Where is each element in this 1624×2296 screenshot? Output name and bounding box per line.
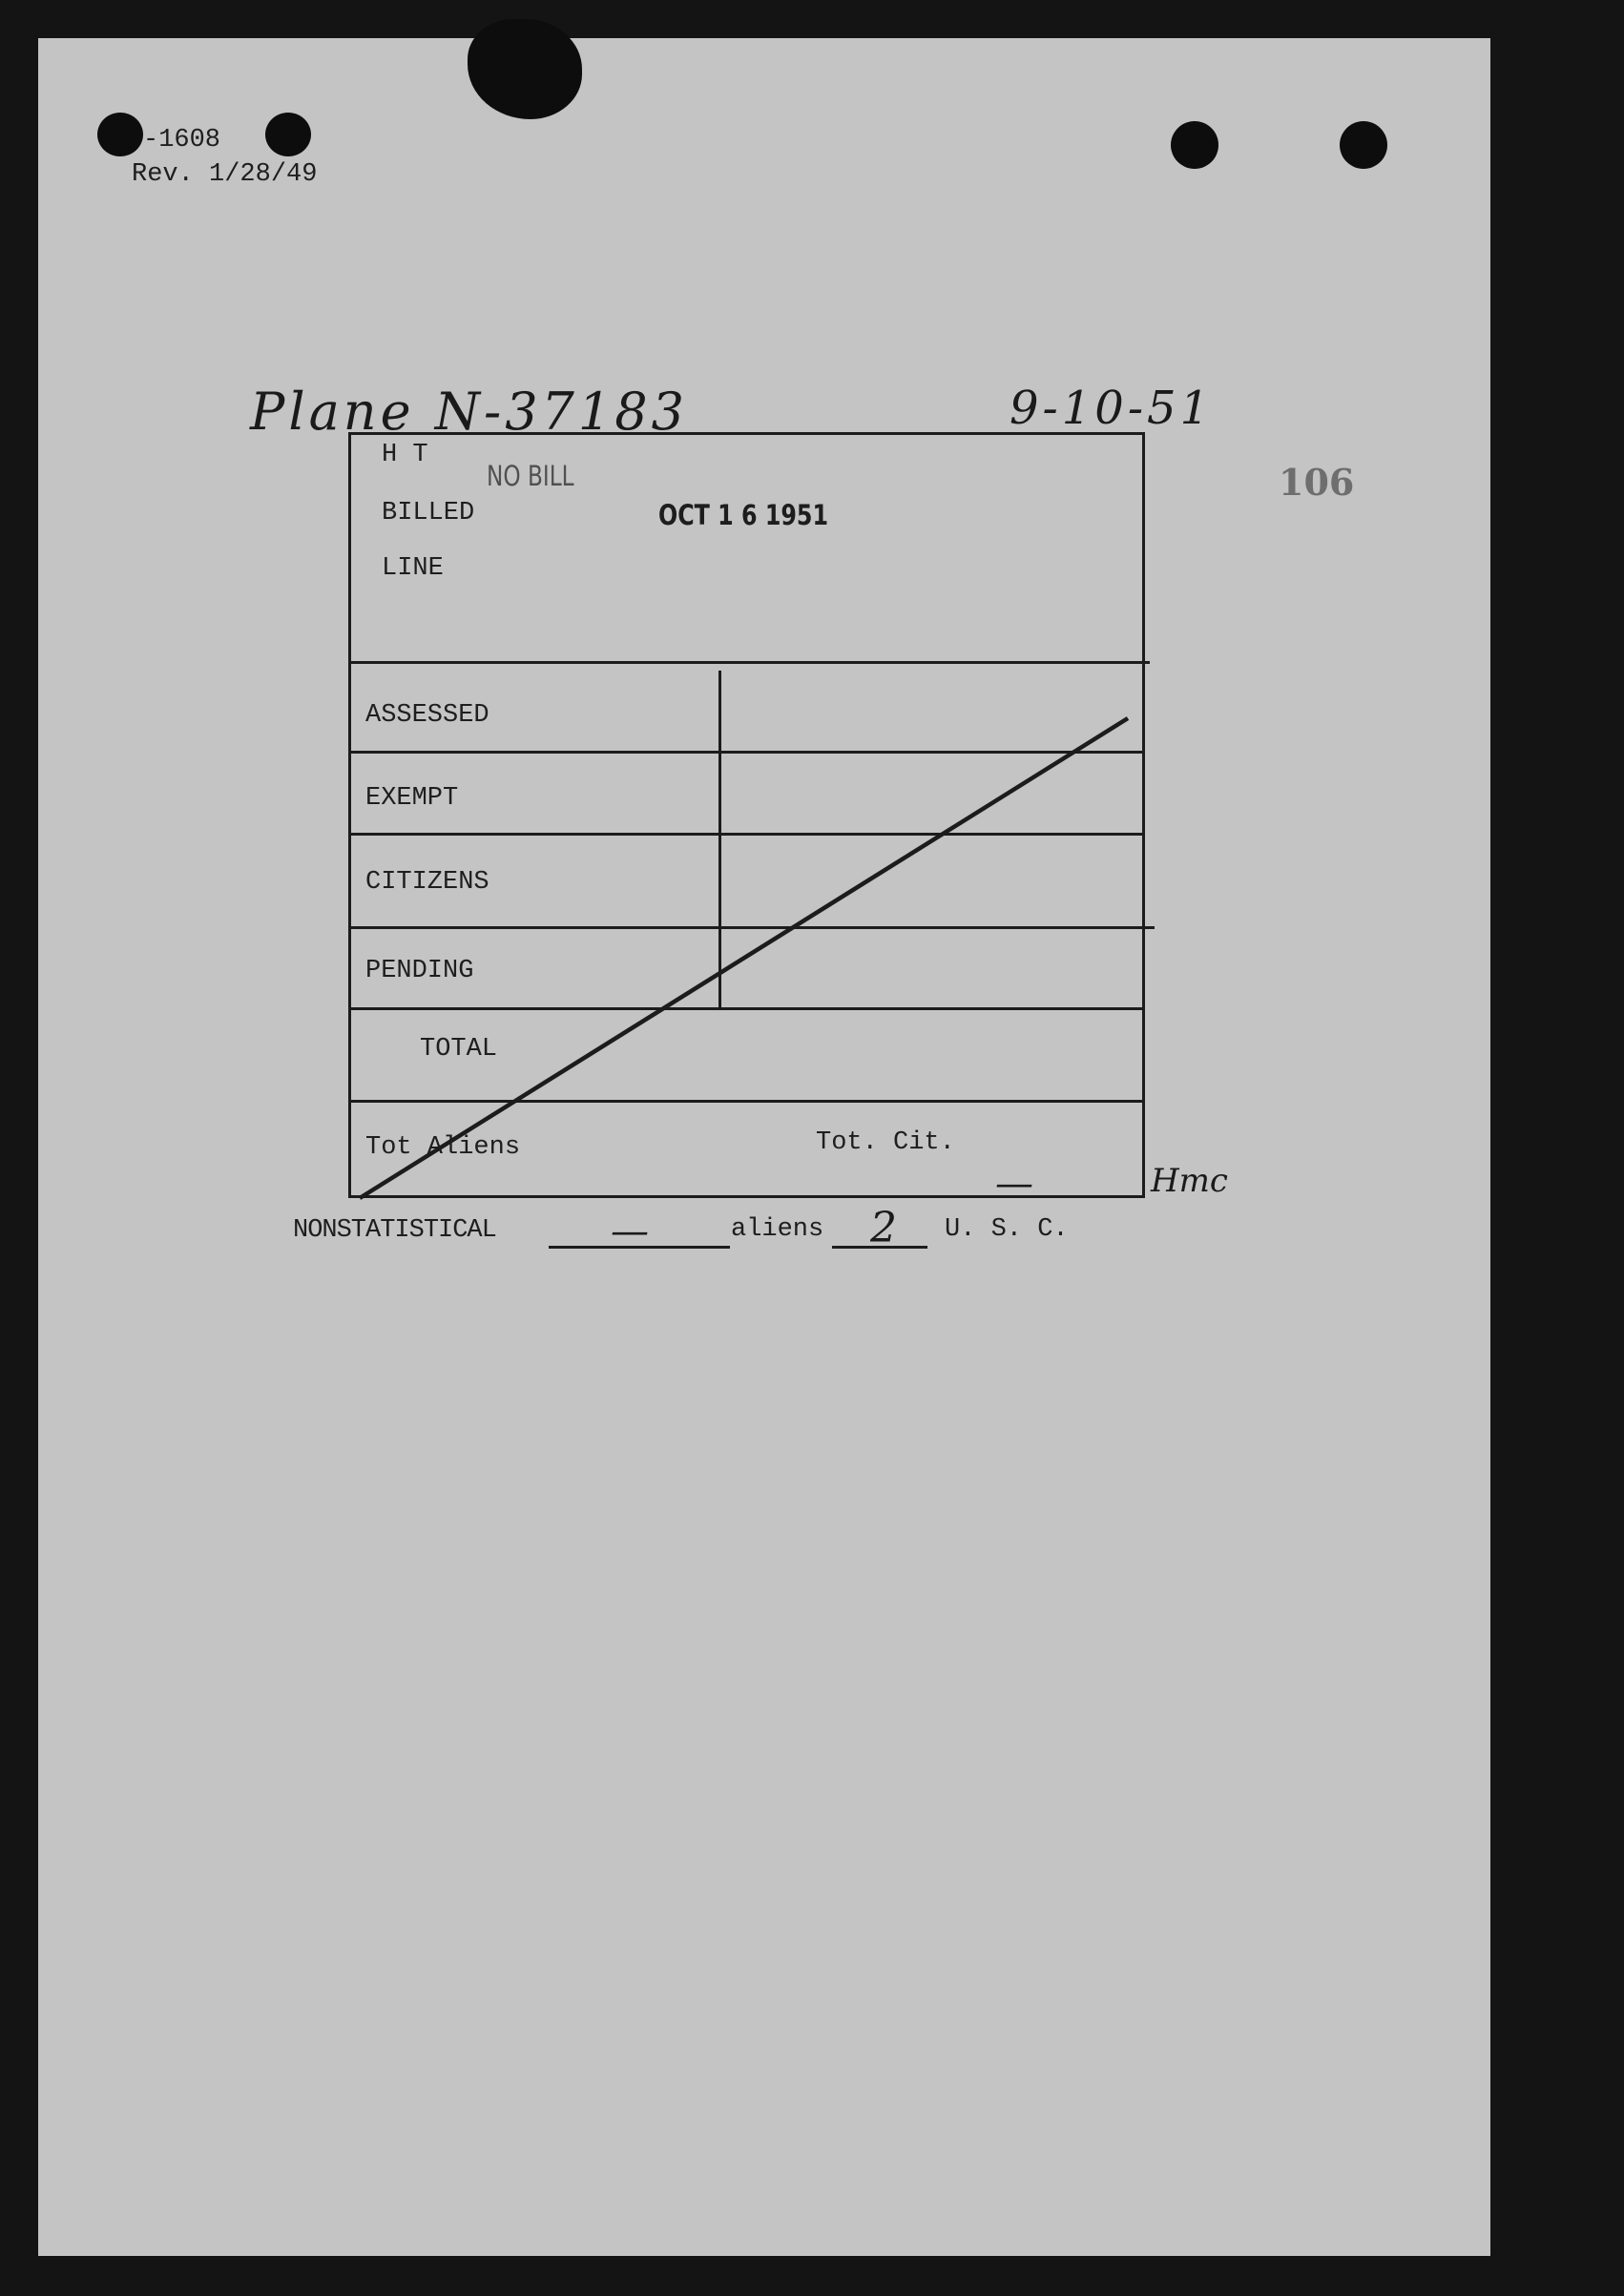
initials-handwritten: Hmc [1151,1162,1228,1200]
date-stamp: OCT 1 6 1951 [658,499,829,531]
form-revision: Rev. 1/28/49 [132,160,318,189]
label-ht: H T [382,441,428,469]
cancel-diagonal-line [38,38,1490,2256]
form-number: -1608 [143,126,221,155]
label-aliens: aliens [731,1215,824,1244]
date-handwritten: 9-10-51 [1010,382,1214,435]
label-billed: BILLED [382,499,475,527]
label-pending: PENDING [365,957,474,985]
no-bill-stamp: NO BILL [487,460,574,492]
label-citizens: CITIZENS [365,868,489,897]
cancel-stroke [360,718,1128,1198]
nonstatistical-mark-handwritten: — [611,1210,649,1253]
tot-cit-mark-handwritten: — [995,1162,1033,1206]
label-usc: U. S. C. [945,1215,1069,1244]
label-tot-cit: Tot. Cit. [816,1128,955,1157]
document-page [38,38,1490,2256]
label-line: LINE [382,554,444,583]
label-exempt: EXEMPT [365,784,459,813]
plane-number-handwritten: Plane N-37183 [250,382,688,442]
label-assessed: ASSESSED [365,701,489,730]
label-tot-aliens: Tot Aliens [365,1133,521,1162]
label-total: TOTAL [420,1035,498,1064]
aliens-count-handwritten: 2 [870,1204,897,1252]
label-nonstatistical: NONSTATISTICAL [293,1216,496,1245]
page-number-stamp: 106 [1279,461,1355,504]
